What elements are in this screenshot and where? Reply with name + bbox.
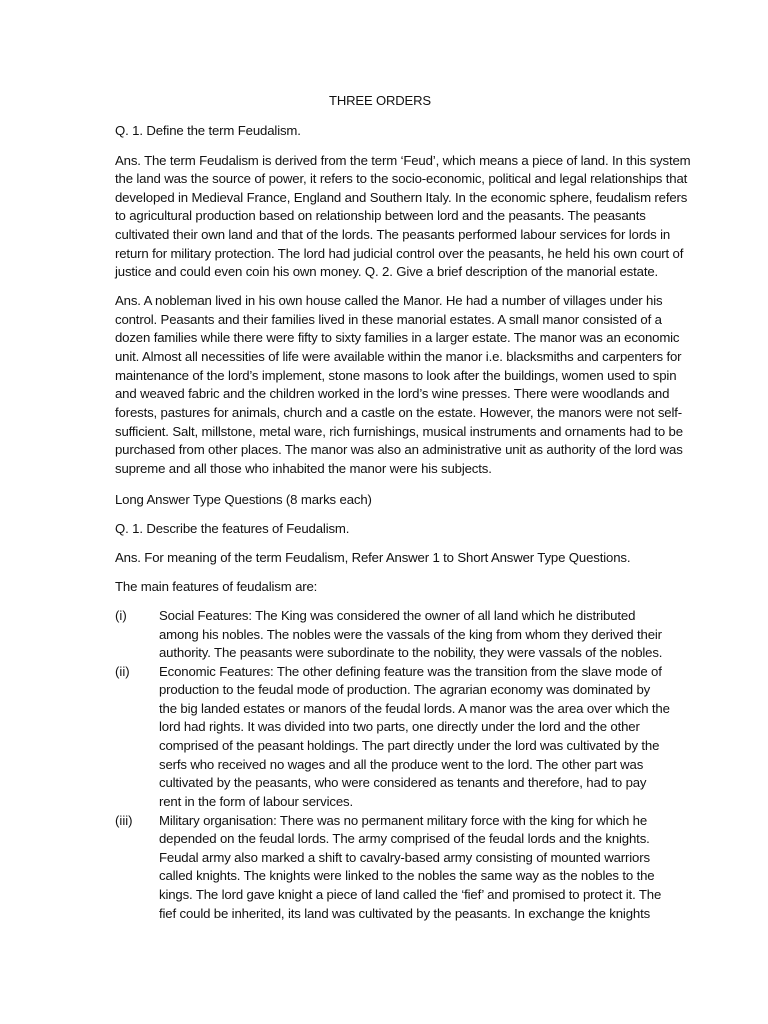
answer-2-line: maintenance of the lord’s implement, stone masons to look after the buildings, women used to spin — [115, 368, 677, 383]
answer-1-line: to agricultural production based on relationship between lord and the peasants. The peasants — [115, 208, 646, 223]
answer-2-line: and weaved fabric and the children worked in the lord’s wine presses. There were woodlands and — [115, 386, 670, 401]
feature-line: kings. The lord gave knight a piece of land called the ‘fief’ and promised to protect it. The — [159, 887, 662, 902]
feature-line: fief could be inherited, its land was cultivated by the peasants. In exchange the knights — [159, 906, 651, 921]
answer-2-line: control. Peasants and their families lived in these manorial estates. A small manor consisted of a — [115, 312, 662, 327]
feature-line: authority. The peasants were subordinate to the nobility, they were vassals of the nobles. — [159, 645, 663, 660]
answer-2-line: Ans. A nobleman lived in his own house called the Manor. He had a number of villages under his — [115, 293, 663, 308]
feature-marker: (ii) — [115, 664, 130, 679]
question-1-long: Q. 1. Describe the features of Feudalism. — [115, 521, 350, 536]
feature-marker: (iii) — [115, 813, 133, 828]
answer-1-line: return for military protection. The lord had judicial control over the peasants, he held his own court of — [115, 246, 684, 261]
answer-2-line: purchased from other places. The manor was also an administrative unit as authority of the lord was — [115, 442, 683, 457]
answer-1-line: cultivated their own land and that of the lords. The peasants performed labour services for lords in — [115, 227, 671, 242]
document-title: THREE ORDERS — [329, 93, 431, 108]
feature-line: Social Features: The King was considered the owner of all land which he distributed — [159, 608, 636, 623]
long-answer-heading: Long Answer Type Questions (8 marks each) — [115, 492, 372, 507]
feature-line: serfs who received no wages and all the produce went to the lord. The other part was — [159, 757, 644, 772]
answer-1-line: developed in Medieval France, England and Southern Italy. In the economic sphere, feudalism refers — [115, 190, 688, 205]
feature-line: the big landed estates or manors of the feudal lords. A manor was the area over which the — [159, 701, 670, 716]
answer-2-line: supreme and all those who inhabited the manor were his subjects. — [115, 461, 492, 476]
feature-line: called knights. The knights were linked to the nobles the same way as the nobles to the — [159, 868, 655, 883]
feature-line: Feudal army also marked a shift to cavalry-based army consisting of mounted warriors — [159, 850, 650, 865]
feature-line: production to the feudal mode of production. The agrarian economy was dominated by — [159, 682, 651, 697]
answer-1-line: the land was the source of power, it refers to the socio-economic, political and legal relationships that — [115, 171, 688, 186]
feature-line: lord had rights. It was divided into two parts, one directly under the lord and the other — [159, 719, 640, 734]
answer-2-line: unit. Almost all necessities of life were available within the manor i.e. blacksmiths and carpenters for — [115, 349, 682, 364]
answer-long: Ans. For meaning of the term Feudalism, Refer Answer 1 to Short Answer Type Questions. — [115, 550, 631, 565]
answer-2-line: sufficient. Salt, millstone, metal ware, rich furnishings, musical instruments and ornaments had to be — [115, 424, 683, 439]
features-intro: The main features of feudalism are: — [115, 579, 318, 594]
feature-marker: (i) — [115, 608, 127, 623]
feature-line: comprised of the peasant holdings. The part directly under the lord was cultivated by the — [159, 738, 660, 753]
answer-1-line: justice and could even coin his own money. Q. 2. Give a brief description of the manorial estate. — [115, 264, 659, 279]
answer-1-line: Ans. The term Feudalism is derived from the term ‘Feud’, which means a piece of land. In this system — [115, 153, 691, 168]
feature-line: depended on the feudal lords. The army comprised of the feudal lords and the knights. — [159, 831, 650, 846]
feature-line: Military organisation: There was no permanent military force with the king for which he — [159, 813, 648, 828]
question-1-short: Q. 1. Define the term Feudalism. — [115, 123, 301, 138]
feature-line: Economic Features: The other defining feature was the transition from the slave mode of — [159, 664, 662, 679]
answer-2-line: dozen families while there were fifty to sixty families in a larger estate. The manor was an economic — [115, 330, 680, 345]
feature-line: rent in the form of labour services. — [159, 794, 353, 809]
answer-2-line: forests, pastures for animals, church and a castle on the estate. However, the manors were not self- — [115, 405, 683, 420]
feature-line: cultivated by the peasants, who were considered as tenants and therefore, had to pay — [159, 775, 647, 790]
feature-line: among his nobles. The nobles were the vassals of the king from whom they derived their — [159, 627, 662, 642]
